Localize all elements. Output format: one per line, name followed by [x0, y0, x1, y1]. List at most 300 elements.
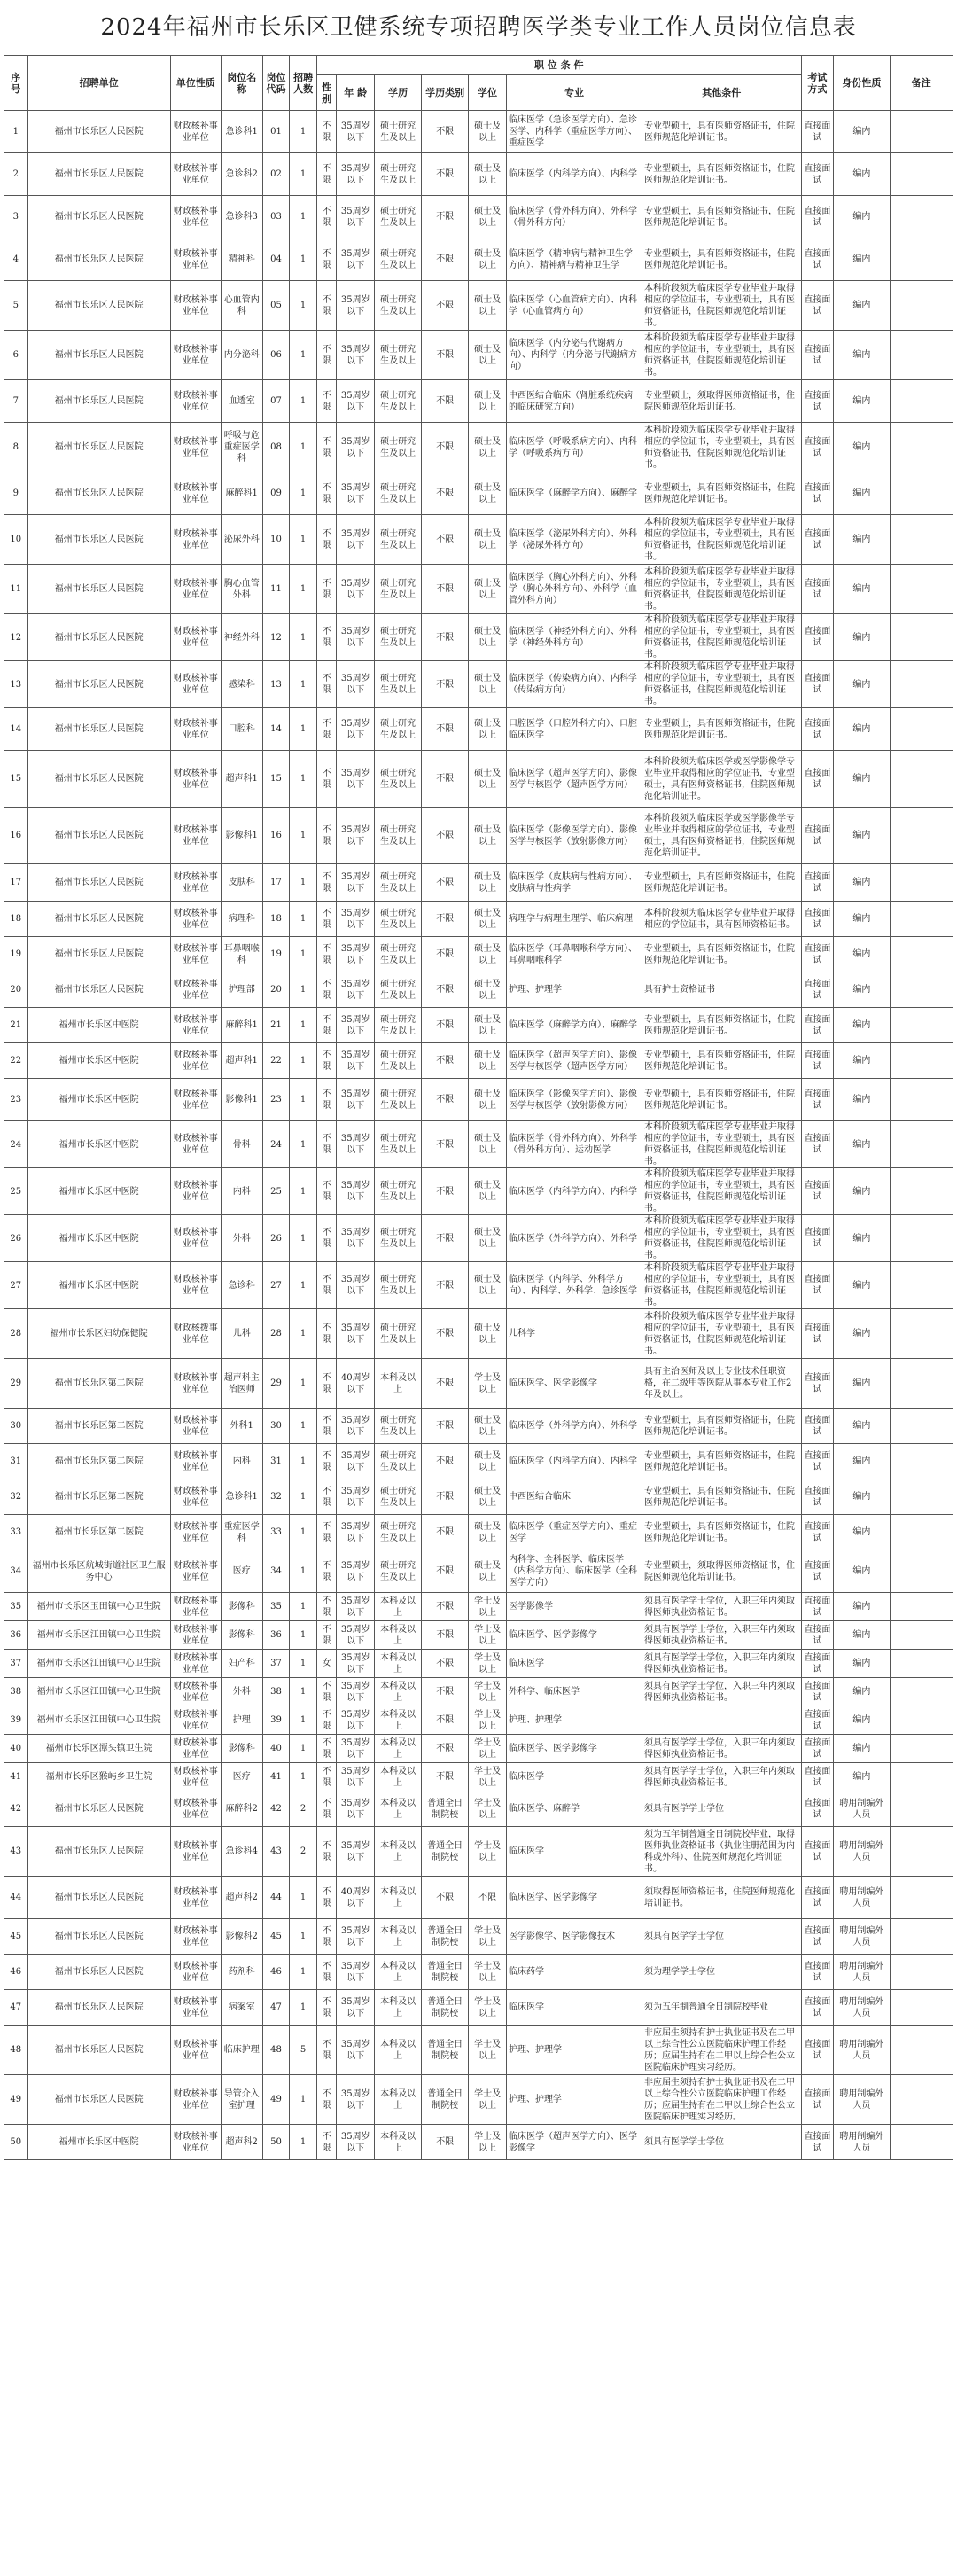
cell-post-code: 33 — [262, 1515, 290, 1550]
cell-gender: 不限 — [316, 515, 336, 565]
cell-exam: 直接面试 — [801, 1359, 834, 1409]
cell-exam: 直接面试 — [801, 281, 834, 331]
cell-edu: 硕士研究生及以上 — [375, 1309, 422, 1359]
cell-unit: 福州市长乐区人民医院 — [27, 423, 170, 472]
cell-other: 须为理学学士学位 — [642, 1955, 802, 1990]
table-body — [4, 111, 953, 2160]
cell-degree: 硕士及以上 — [469, 937, 507, 972]
cell-unit: 福州市长乐区第二医院 — [27, 1409, 170, 1444]
cell-nature: 财政核补事业单位 — [170, 2026, 221, 2075]
cell-note — [890, 1877, 953, 1919]
cell-major: 临床医学（耳鼻咽喉科学方向）、耳鼻咽喉科学 — [507, 937, 642, 972]
header-conditions: 职 位 条 件 — [316, 56, 801, 75]
cell-no: 3 — [4, 196, 28, 238]
cell-major: 内科学、全科医学、临床医学（内科学方向）、临床医学（全科医学方向） — [507, 1550, 642, 1593]
cell-gender: 不限 — [316, 196, 336, 238]
cell-gender: 不限 — [316, 1515, 336, 1550]
cell-edu: 硕士研究生及以上 — [375, 331, 422, 380]
cell-unit: 福州市长乐区人民医院 — [27, 902, 170, 937]
cell-no: 12 — [4, 614, 28, 661]
cell-major: 临床医学（超声医学方向）、医学影像学 — [507, 2125, 642, 2160]
cell-major: 中西医结合临床（肾脏系统疾病的临床研究方向） — [507, 380, 642, 423]
cell-note — [890, 1706, 953, 1735]
cell-age: 35周岁以下 — [337, 1735, 375, 1763]
cell-status: 编内 — [834, 937, 890, 972]
table-row — [4, 1008, 953, 1043]
table-row — [4, 1706, 953, 1735]
cell-post-code: 04 — [262, 238, 290, 281]
table-row — [4, 423, 953, 472]
cell-other: 非应届生须持有护士执业证书及在二甲以上综合性公立医院临床护理工作经历；应届生持有在二甲以上综合性公立医院临床护理实习经历。 — [642, 2075, 802, 2125]
cell-note — [890, 661, 953, 708]
cell-post-name: 护理 — [221, 1706, 262, 1735]
cell-degree: 学士及以上 — [469, 1919, 507, 1955]
cell-unit: 福州市长乐区人民医院 — [27, 972, 170, 1008]
cell-status: 聘用制编外人员 — [834, 2075, 890, 2125]
cell-major: 临床医学（神经外科方向）、外科学（神经外科方向） — [507, 614, 642, 661]
cell-degree: 硕士及以上 — [469, 1168, 507, 1215]
cell-edu-type: 不限 — [422, 565, 469, 614]
cell-age: 35周岁以下 — [337, 2075, 375, 2125]
cell-unit: 福州市长乐区人民医院 — [27, 751, 170, 808]
cell-age: 35周岁以下 — [337, 281, 375, 331]
cell-edu: 硕士研究生及以上 — [375, 1409, 422, 1444]
cell-note — [890, 281, 953, 331]
cell-major: 临床医学（内科学、外科学方向）、内科学、外科学、急诊医学 — [507, 1262, 642, 1309]
cell-post-name: 重症医学科 — [221, 1515, 262, 1550]
cell-edu-type: 不限 — [422, 1079, 469, 1121]
cell-note — [890, 2075, 953, 2125]
cell-exam: 直接面试 — [801, 1215, 834, 1262]
cell-degree: 硕士及以上 — [469, 1215, 507, 1262]
cell-post-code: 24 — [262, 1121, 290, 1168]
cell-degree: 硕士及以上 — [469, 281, 507, 331]
cell-post-code: 47 — [262, 1990, 290, 2026]
cell-degree: 硕士及以上 — [469, 1043, 507, 1079]
cell-exam: 直接面试 — [801, 196, 834, 238]
cell-age: 35周岁以下 — [337, 1621, 375, 1650]
cell-edu-type: 普通全日制院校 — [422, 1955, 469, 1990]
cell-status: 编内 — [834, 1706, 890, 1735]
cell-exam: 直接面试 — [801, 380, 834, 423]
cell-unit: 福州市长乐区航城街道社区卫生服务中心 — [27, 1550, 170, 1593]
cell-exam: 直接面试 — [801, 238, 834, 281]
cell-unit: 福州市长乐区中医院 — [27, 1079, 170, 1121]
cell-nature: 财政核补事业单位 — [170, 1008, 221, 1043]
cell-post-code: 07 — [262, 380, 290, 423]
cell-other: 本科阶段须为临床医学专业毕业并取得相应的学位证书，专业型硕士，具有医师资格证书，住院医师规范化培训证书。 — [642, 515, 802, 565]
cell-note — [890, 238, 953, 281]
cell-edu: 硕士研究生及以上 — [375, 1215, 422, 1262]
cell-unit: 福州市长乐区人民医院 — [27, 2026, 170, 2075]
cell-count: 1 — [290, 111, 317, 153]
cell-post-name: 血透室 — [221, 380, 262, 423]
cell-age: 35周岁以下 — [337, 1593, 375, 1621]
cell-nature: 财政核补事业单位 — [170, 1043, 221, 1079]
cell-edu: 硕士研究生及以上 — [375, 380, 422, 423]
cell-exam: 直接面试 — [801, 661, 834, 708]
cell-edu: 硕士研究生及以上 — [375, 708, 422, 751]
cell-gender: 不限 — [316, 902, 336, 937]
cell-age: 35周岁以下 — [337, 153, 375, 196]
cell-post-name: 影像科1 — [221, 808, 262, 864]
cell-note — [890, 1215, 953, 1262]
cell-unit: 福州市长乐区中医院 — [27, 1008, 170, 1043]
cell-exam: 直接面试 — [801, 972, 834, 1008]
cell-no: 45 — [4, 1919, 28, 1955]
cell-post-name: 外科 — [221, 1678, 262, 1706]
cell-age: 35周岁以下 — [337, 1043, 375, 1079]
cell-post-name: 急诊科2 — [221, 153, 262, 196]
cell-exam: 直接面试 — [801, 1593, 834, 1621]
cell-degree: 学士及以上 — [469, 1827, 507, 1877]
cell-edu-type: 不限 — [422, 1215, 469, 1262]
cell-exam: 直接面试 — [801, 1735, 834, 1763]
cell-count: 1 — [290, 565, 317, 614]
cell-degree: 学士及以上 — [469, 1955, 507, 1990]
cell-age: 35周岁以下 — [337, 1215, 375, 1262]
cell-edu: 硕士研究生及以上 — [375, 153, 422, 196]
cell-age: 35周岁以下 — [337, 1168, 375, 1215]
cell-edu-type: 不限 — [422, 196, 469, 238]
cell-edu-type: 不限 — [422, 708, 469, 751]
cell-degree: 硕士及以上 — [469, 1444, 507, 1479]
cell-unit: 福州市长乐区人民医院 — [27, 565, 170, 614]
cell-post-code: 39 — [262, 1706, 290, 1735]
cell-gender: 不限 — [316, 1678, 336, 1706]
cell-post-name: 影像科 — [221, 1621, 262, 1650]
cell-edu-type: 普通全日制院校 — [422, 1791, 469, 1827]
cell-count: 1 — [290, 380, 317, 423]
cell-major: 临床医学（胸心外科方向）、外科学（胸心外科方向）、外科学（血管外科方向） — [507, 565, 642, 614]
cell-age: 35周岁以下 — [337, 1008, 375, 1043]
cell-post-name: 超声科1 — [221, 751, 262, 808]
cell-gender: 不限 — [316, 1359, 336, 1409]
cell-status: 聘用制编外人员 — [834, 1827, 890, 1877]
cell-other: 须为五年制普通全日制院校毕业 — [642, 1990, 802, 2026]
cell-edu-type: 不限 — [422, 864, 469, 902]
cell-edu-type: 普通全日制院校 — [422, 1919, 469, 1955]
cell-count: 1 — [290, 1990, 317, 2026]
cell-major: 临床医学、医学影像学 — [507, 1359, 642, 1409]
cell-edu-type: 不限 — [422, 1409, 469, 1444]
cell-exam: 直接面试 — [801, 708, 834, 751]
cell-unit: 福州市长乐区江田镇中心卫生院 — [27, 1706, 170, 1735]
cell-status: 聘用制编外人员 — [834, 2026, 890, 2075]
cell-nature: 财政核补事业单位 — [170, 937, 221, 972]
cell-major: 临床医学（重症医学方向）、重症医学 — [507, 1515, 642, 1550]
cell-post-name: 口腔科 — [221, 708, 262, 751]
cell-major: 中西医结合临床 — [507, 1479, 642, 1515]
cell-age: 35周岁以下 — [337, 515, 375, 565]
cell-nature: 财政核补事业单位 — [170, 565, 221, 614]
cell-degree: 学士及以上 — [469, 1763, 507, 1791]
cell-no: 31 — [4, 1444, 28, 1479]
table-row — [4, 972, 953, 1008]
cell-other: 专业型硕士，须取得医师资格证书，住院医师规范化培训证书。 — [642, 380, 802, 423]
cell-status: 编内 — [834, 380, 890, 423]
cell-gender: 不限 — [316, 1309, 336, 1359]
cell-other: 专业型硕士，具有医师资格证书，住院医师规范化培训证书。 — [642, 1409, 802, 1444]
cell-nature: 财政核补事业单位 — [170, 708, 221, 751]
cell-major: 护理、护理学 — [507, 2075, 642, 2125]
cell-post-name: 外科1 — [221, 1409, 262, 1444]
cell-degree: 硕士及以上 — [469, 423, 507, 472]
cell-post-name: 儿科 — [221, 1309, 262, 1359]
cell-exam: 直接面试 — [801, 1791, 834, 1827]
cell-no: 33 — [4, 1515, 28, 1550]
cell-count: 1 — [290, 1309, 317, 1359]
cell-degree: 硕士及以上 — [469, 751, 507, 808]
cell-edu-type: 不限 — [422, 1008, 469, 1043]
cell-edu: 硕士研究生及以上 — [375, 423, 422, 472]
cell-major: 临床医学（精神病与精神卫生学方向）、精神病与精神卫生学 — [507, 238, 642, 281]
cell-unit: 福州市长乐区江田镇中心卫生院 — [27, 1621, 170, 1650]
cell-gender: 不限 — [316, 331, 336, 380]
table-row — [4, 1359, 953, 1409]
cell-edu: 本科及以上 — [375, 1359, 422, 1409]
cell-unit: 福州市长乐区人民医院 — [27, 2075, 170, 2125]
cell-major: 临床医学（骨外科方向）、外科学（骨外科方向） — [507, 196, 642, 238]
cell-post-code: 18 — [262, 902, 290, 937]
cell-major: 临床医学（内科学方向）、内科学 — [507, 1444, 642, 1479]
cell-note — [890, 1650, 953, 1678]
cell-gender: 不限 — [316, 1550, 336, 1593]
cell-gender: 不限 — [316, 281, 336, 331]
cell-edu: 硕士研究生及以上 — [375, 1444, 422, 1479]
cell-major: 口腔医学（口腔外科方向）、口腔临床医学 — [507, 708, 642, 751]
cell-post-name: 内分泌科 — [221, 331, 262, 380]
cell-unit: 福州市长乐区中医院 — [27, 1121, 170, 1168]
cell-degree: 硕士及以上 — [469, 380, 507, 423]
table-row — [4, 153, 953, 196]
cell-degree: 硕士及以上 — [469, 1409, 507, 1444]
cell-note — [890, 380, 953, 423]
cell-status: 编内 — [834, 972, 890, 1008]
cell-age: 35周岁以下 — [337, 1678, 375, 1706]
cell-gender: 不限 — [316, 472, 336, 515]
cell-edu: 硕士研究生及以上 — [375, 1479, 422, 1515]
cell-major: 临床医学（皮肤病与性病方向）、皮肤病与性病学 — [507, 864, 642, 902]
cell-gender: 不限 — [316, 937, 336, 972]
cell-nature: 财政核补事业单位 — [170, 902, 221, 937]
cell-status: 编内 — [834, 331, 890, 380]
cell-edu: 硕士研究生及以上 — [375, 111, 422, 153]
cell-other: 本科阶段须为临床医学专业毕业并取得相应的学位证书，专业型硕士，具有医师资格证书，住院医师规范化培训证书。 — [642, 1262, 802, 1309]
cell-gender: 不限 — [316, 1955, 336, 1990]
cell-unit: 福州市长乐区人民医院 — [27, 331, 170, 380]
cell-edu: 本科及以上 — [375, 2026, 422, 2075]
cell-major: 临床医学（传染病方向）、内科学（传染病方向） — [507, 661, 642, 708]
cell-no: 14 — [4, 708, 28, 751]
cell-major: 临床医学（心血管病方向）、内科学（心血管病方向） — [507, 281, 642, 331]
cell-no: 37 — [4, 1650, 28, 1678]
cell-major: 临床医学（外科学方向）、外科学 — [507, 1215, 642, 1262]
cell-degree: 学士及以上 — [469, 1678, 507, 1706]
cell-exam: 直接面试 — [801, 1079, 834, 1121]
cell-unit: 福州市长乐区中医院 — [27, 1043, 170, 1079]
cell-exam: 直接面试 — [801, 614, 834, 661]
table-row — [4, 1550, 953, 1593]
table-row — [4, 238, 953, 281]
cell-edu-type: 普通全日制院校 — [422, 2075, 469, 2125]
cell-count: 1 — [290, 972, 317, 1008]
cell-major: 护理、护理学 — [507, 972, 642, 1008]
cell-nature: 财政核补事业单位 — [170, 1827, 221, 1877]
cell-gender: 不限 — [316, 1827, 336, 1877]
cell-no: 26 — [4, 1215, 28, 1262]
cell-no: 24 — [4, 1121, 28, 1168]
cell-post-code: 02 — [262, 153, 290, 196]
cell-unit: 福州市长乐区第二医院 — [27, 1479, 170, 1515]
cell-no: 30 — [4, 1409, 28, 1444]
cell-post-name: 导管介入室护理 — [221, 2075, 262, 2125]
cell-unit: 福州市长乐区中医院 — [27, 2125, 170, 2160]
cell-count: 1 — [290, 153, 317, 196]
cell-other: 专业型硕士，具有医师资格证书，住院医师规范化培训证书。 — [642, 864, 802, 902]
cell-count: 1 — [290, 1621, 317, 1650]
cell-edu-type: 不限 — [422, 1706, 469, 1735]
cell-count: 1 — [290, 2075, 317, 2125]
cell-note — [890, 1955, 953, 1990]
cell-unit: 福州市长乐区人民医院 — [27, 1827, 170, 1877]
cell-exam: 直接面试 — [801, 808, 834, 864]
cell-edu-type: 不限 — [422, 1735, 469, 1763]
cell-no: 23 — [4, 1079, 28, 1121]
cell-degree: 硕士及以上 — [469, 196, 507, 238]
cell-degree: 硕士及以上 — [469, 1008, 507, 1043]
cell-note — [890, 331, 953, 380]
cell-edu-type: 不限 — [422, 153, 469, 196]
cell-gender: 不限 — [316, 1735, 336, 1763]
cell-count: 2 — [290, 1827, 317, 1877]
cell-status: 编内 — [834, 1409, 890, 1444]
cell-exam: 直接面试 — [801, 472, 834, 515]
cell-post-code: 14 — [262, 708, 290, 751]
cell-nature: 财政核补事业单位 — [170, 1079, 221, 1121]
cell-age: 35周岁以下 — [337, 1079, 375, 1121]
table-row — [4, 1409, 953, 1444]
cell-count: 5 — [290, 2026, 317, 2075]
cell-degree: 学士及以上 — [469, 1650, 507, 1678]
cell-nature: 财政核拨事业单位 — [170, 1309, 221, 1359]
cell-age: 35周岁以下 — [337, 1763, 375, 1791]
cell-exam: 直接面试 — [801, 1008, 834, 1043]
table-row — [4, 380, 953, 423]
cell-gender: 不限 — [316, 111, 336, 153]
cell-post-name: 骨科 — [221, 1121, 262, 1168]
cell-unit: 福州市长乐区人民医院 — [27, 808, 170, 864]
cell-post-code: 20 — [262, 972, 290, 1008]
cell-note — [890, 515, 953, 565]
cell-unit: 福州市长乐区人民医院 — [27, 1990, 170, 2026]
cell-status: 编内 — [834, 1621, 890, 1650]
cell-no: 5 — [4, 281, 28, 331]
cell-no: 42 — [4, 1791, 28, 1827]
cell-post-name: 药剂科 — [221, 1955, 262, 1990]
cell-status: 聘用制编外人员 — [834, 1919, 890, 1955]
cell-unit: 福州市长乐区中医院 — [27, 1168, 170, 1215]
cell-count: 1 — [290, 515, 317, 565]
cell-no: 7 — [4, 380, 28, 423]
cell-post-name: 急诊科1 — [221, 111, 262, 153]
cell-count: 1 — [290, 614, 317, 661]
cell-major: 儿科学 — [507, 1309, 642, 1359]
cell-gender: 不限 — [316, 708, 336, 751]
cell-status: 编内 — [834, 565, 890, 614]
cell-nature: 财政核补事业单位 — [170, 472, 221, 515]
table-row — [4, 472, 953, 515]
table-row — [4, 1079, 953, 1121]
cell-count: 1 — [290, 1079, 317, 1121]
cell-nature: 财政核补事业单位 — [170, 1168, 221, 1215]
cell-degree: 硕士及以上 — [469, 1121, 507, 1168]
cell-major: 护理、护理学 — [507, 1706, 642, 1735]
cell-no: 8 — [4, 423, 28, 472]
cell-degree: 硕士及以上 — [469, 1515, 507, 1550]
cell-unit: 福州市长乐区猴屿乡卫生院 — [27, 1763, 170, 1791]
table-row — [4, 2075, 953, 2125]
cell-post-code: 09 — [262, 472, 290, 515]
cell-note — [890, 1121, 953, 1168]
cell-age: 35周岁以下 — [337, 1955, 375, 1990]
cell-degree: 硕士及以上 — [469, 614, 507, 661]
table-row — [4, 1877, 953, 1919]
cell-other: 须取得医师资格证书，住院医师规范化培训证书。 — [642, 1877, 802, 1919]
cell-note — [890, 1550, 953, 1593]
cell-major: 护理、护理学 — [507, 2026, 642, 2075]
cell-age: 35周岁以下 — [337, 972, 375, 1008]
cell-status: 编内 — [834, 751, 890, 808]
table-row — [4, 1168, 953, 1215]
cell-age: 35周岁以下 — [337, 472, 375, 515]
cell-count: 1 — [290, 1955, 317, 1990]
cell-status: 聘用制编外人员 — [834, 1955, 890, 1990]
cell-status: 编内 — [834, 1515, 890, 1550]
cell-post-name: 病案室 — [221, 1990, 262, 2026]
cell-count: 1 — [290, 751, 317, 808]
cell-post-code: 29 — [262, 1359, 290, 1409]
cell-status: 编内 — [834, 153, 890, 196]
cell-other: 专业型硕士，具有医师资格证书，住院医师规范化培训证书。 — [642, 1515, 802, 1550]
cell-unit: 福州市长乐区第二医院 — [27, 1515, 170, 1550]
cell-edu-type: 不限 — [422, 1479, 469, 1515]
cell-other: 须具有医学学士学位 — [642, 1791, 802, 1827]
cell-exam: 直接面试 — [801, 153, 834, 196]
cell-post-name: 影像科 — [221, 1593, 262, 1621]
cell-unit: 福州市长乐区第二医院 — [27, 1359, 170, 1409]
cell-unit: 福州市长乐区人民医院 — [27, 864, 170, 902]
cell-major: 外科学、临床医学 — [507, 1678, 642, 1706]
cell-edu-type: 不限 — [422, 2125, 469, 2160]
cell-post-code: 16 — [262, 808, 290, 864]
cell-post-code: 03 — [262, 196, 290, 238]
cell-other: 专业型硕士，具有医师资格证书，住院医师规范化培训证书。 — [642, 238, 802, 281]
cell-post-code: 30 — [262, 1409, 290, 1444]
cell-exam: 直接面试 — [801, 1550, 834, 1593]
cell-count: 1 — [290, 864, 317, 902]
cell-exam: 直接面试 — [801, 111, 834, 153]
cell-other: 须具有医学学士学位，入职三年内须取得医师执业资格证书。 — [642, 1593, 802, 1621]
cell-gender: 不限 — [316, 2026, 336, 2075]
cell-edu: 本科及以上 — [375, 1827, 422, 1877]
cell-age: 35周岁以下 — [337, 1515, 375, 1550]
cell-nature: 财政核补事业单位 — [170, 661, 221, 708]
header-other: 其他条件 — [642, 75, 802, 111]
cell-unit: 福州市长乐区人民医院 — [27, 937, 170, 972]
cell-no: 10 — [4, 515, 28, 565]
cell-edu-type: 不限 — [422, 1043, 469, 1079]
